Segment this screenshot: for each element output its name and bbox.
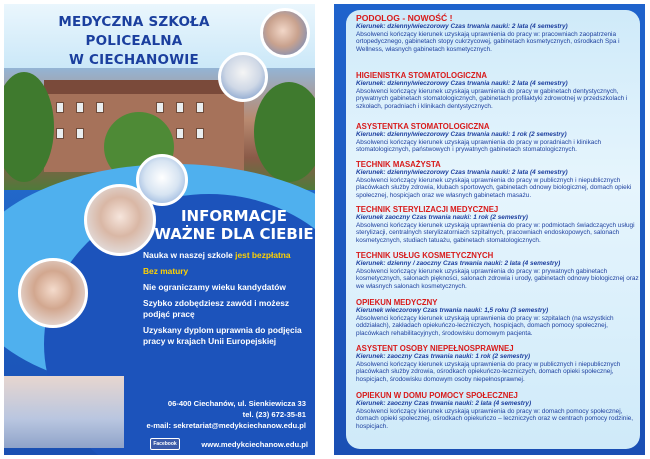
course-description: Absolwenci kończący kierunek uzyskają uprawnienia do pracy w gabinetach dentystycznych, prywatnych gabinetach stomatologicznych, gabinetach profilaktyki zdrowotnej w przedszkolach i szkołach, poradniach i klinikach dentystycznych. — [356, 87, 628, 110]
photo-circle-caregiver — [136, 154, 188, 206]
contact-info — [114, 398, 306, 431]
course-meta: Kierunek: zaoczny Czas trwania nauki: 2 lata (4 semestry) — [356, 400, 532, 407]
course-title: ASYSTENT OSOBY NIEPEŁNOSPRAWNEJ — [356, 344, 514, 353]
students-group-photo — [4, 376, 124, 448]
building-window — [96, 102, 104, 113]
course-title: OPIEKUN MEDYCZNY — [356, 298, 438, 307]
course-meta: Kierunek: zaoczny Czas trwania nauki: 1 rok (2 semestry) — [356, 353, 531, 360]
course-meta: Kierunek: dzienny/wieczorowy Czas trwania nauki: 2 lata (4 semestry) — [356, 23, 568, 30]
course-title: TECHNIK USŁUG KOSMETYCZNYCH — [356, 251, 494, 260]
building-window — [156, 102, 164, 113]
course-description: Absolwenci kończący kierunek uzyskają uprawnienia do pracy w: prywatnych gabinetach kosmetycznych, salonach piękności, salonach zdrowia i urody, gabinetach odnowy biologicznej oraz we własnych salonach kosmetycznych. — [356, 267, 639, 290]
course-higienistka — [356, 71, 640, 110]
facebook-badge[interactable]: Facebook — [150, 438, 180, 450]
photo-circle-dentist — [218, 52, 268, 102]
building-window — [56, 128, 64, 139]
course-asystent-niepelnosprawnej — [356, 344, 640, 383]
tree — [254, 82, 315, 182]
photo-circle-massage — [18, 258, 88, 328]
course-title: TECHNIK STERYLIZACJI MEDYCZNEJ — [356, 205, 499, 214]
info-title — [154, 207, 314, 243]
course-title: HIGIENISTKA STOMATOLOGICZNA — [356, 71, 487, 80]
building-window — [76, 102, 84, 113]
course-description: Absolwenci kończący kierunek uzyskają uprawnienia do pracy w: szpitalach (na wszystkich oddziałach), zakładach opiekuńczo-leczniczych, hospicjach, domach pomocy społecznej, placówkach rehabilitacyjnych, środowisku domowym pacjenta. — [356, 314, 614, 337]
benefit-no-matura: Bez matury — [143, 266, 189, 276]
course-description: Absolwenci kończący kierunek uzyskają uprawnienia do pracy w: pracowniach zaopatrzenia ortopedycznego, gabinetach stopy cukrzycowej, gabinetach kosmetycznych, ośrodkach Spa i Wellness, własnych gabinetach kosmetycznych. — [356, 30, 620, 53]
course-podolog — [356, 14, 640, 53]
course-opiekun-dps — [356, 391, 640, 430]
course-title: TECHNIK MASAŻYSTA — [356, 160, 441, 169]
course-title: PODOLOG - NOWOŚĆ ! — [356, 13, 453, 23]
course-meta: Kierunek zaoczny Czas trwania nauki: 1 rok (2 semestry) — [356, 214, 528, 221]
contact-phone[interactable]: tel. (23) 672-35-81 — [242, 410, 306, 419]
course-meta: Kierunek wieczorowy Czas trwania nauki: 1,5 roku (3 semestry) — [356, 307, 549, 314]
course-masazysta — [356, 160, 640, 199]
benefit-highlight: jest bezpłatna — [235, 250, 291, 260]
course-description: Absolwenci kończący kierunek uzyskają uprawnienia do pracy w: podmiotach świadczących usługi sterylizacji, centralnych sterylizatorniach szpitalnych, pracowniach endoskopowych, salonach kosmetycznych, studiach tatuażu, gabinetach stomatologicznych. — [356, 221, 635, 244]
course-description: Absolwenci kończący kierunek uzyskają uprawnienia do pracy w: domach pomocy społecznej, domach opieki społecznej, ośrodkach opiekuńczo – leczniczych oraz w centrach pomocy rodzinie, hospicjach. — [356, 407, 634, 430]
benefit-free-tuition — [143, 250, 313, 261]
contact-address: 06-400 Ciechanów, ul. Sienkiewicza 33 — [167, 399, 306, 408]
course-opiekun-medyczny — [356, 298, 640, 337]
course-title: OPIEKUN W DOMU POMOCY SPOŁECZNEJ — [356, 391, 518, 400]
left-panel — [4, 4, 315, 455]
course-asystentka — [356, 122, 640, 154]
building-window — [176, 128, 184, 139]
benefit-text: Nauka w naszej szkole — [143, 250, 236, 260]
school-title-line1: MEDYCZNA SZKOŁA POLICEALNA — [58, 14, 210, 49]
course-meta: Kierunek: dzienny/wieczorowy Czas trwania nauki: 1 rok (2 semestry) — [356, 131, 567, 138]
benefit-quick-profession: Szybko zdobędziesz zawód i możesz podjąć pracę — [143, 298, 290, 319]
school-title-line2: W CIECHANOWIE — [69, 52, 199, 68]
school-title — [14, 13, 254, 70]
course-description: Absolwenci kończący kierunek uzyskają uprawnienia do pracy w publicznych i niepublicznych placówkach służby zdrowia, ośrodkach opiekuńczo-leczniczych, domach opieki społecznej, hospicjach, środowisku domowym osoby niepełnosprawnej. — [356, 360, 621, 383]
building-window — [76, 128, 84, 139]
course-kosmetyka — [356, 251, 640, 290]
course-description: Absolwenci kończący kierunek uzyskają uprawnienia do pracy w poradniach i klinikach stomatologicznych, państwowych i prywatnych gabinetach stomatologicznych. — [356, 138, 602, 154]
building-window — [56, 102, 64, 113]
right-panel — [334, 4, 645, 455]
building-roof — [44, 80, 244, 94]
course-meta: Kierunek: dzienny/wieczorowy Czas trwania nauki: 2 lata (4 semestry) — [356, 80, 568, 87]
course-meta: Kierunek: dzienny/wieczorowy Czas trwania nauki: 2 lata (4 semestry) — [356, 169, 568, 176]
benefit-no-age-limit: Nie ograniczamy wieku kandydatów — [143, 282, 286, 292]
contact-email[interactable]: e-mail: sekretariat@medykciechanow.edu.pl — [146, 421, 306, 430]
course-description: Absolwenci kończący kierunek uzyskają uprawnienia do pracy w publicznych i niepublicznych placówkach służby zdrowia, klubach sportowych, gabinetach odnowy biologicznej, domach opieki społecznej, hospicjach oraz we własnych gabinetach masażu. — [356, 176, 632, 199]
building-window — [176, 102, 184, 113]
photo-circle-spa — [260, 8, 310, 58]
courses-box — [346, 10, 640, 449]
course-sterylizacja — [356, 205, 640, 244]
building-window — [196, 102, 204, 113]
building-window — [196, 128, 204, 139]
benefits-list — [143, 250, 313, 352]
info-title-line1: INFORMACJE — [180, 207, 288, 225]
course-title: ASYSTENTKA STOMATOLOGICZNA — [356, 122, 490, 131]
info-title-line2: WAŻNE DLA CIEBIE — [154, 225, 314, 243]
website-link[interactable]: www.medykciechanow.edu.pl — [201, 440, 308, 449]
course-meta: Kierunek: dzienny / zaoczny Czas trwania nauki: 2 lata (4 semestry) — [356, 260, 561, 267]
benefit-eu-diploma: Uzyskany dyplom uprawnia do podjęcia pracy w krajach Unii Europejskiej — [143, 325, 302, 346]
